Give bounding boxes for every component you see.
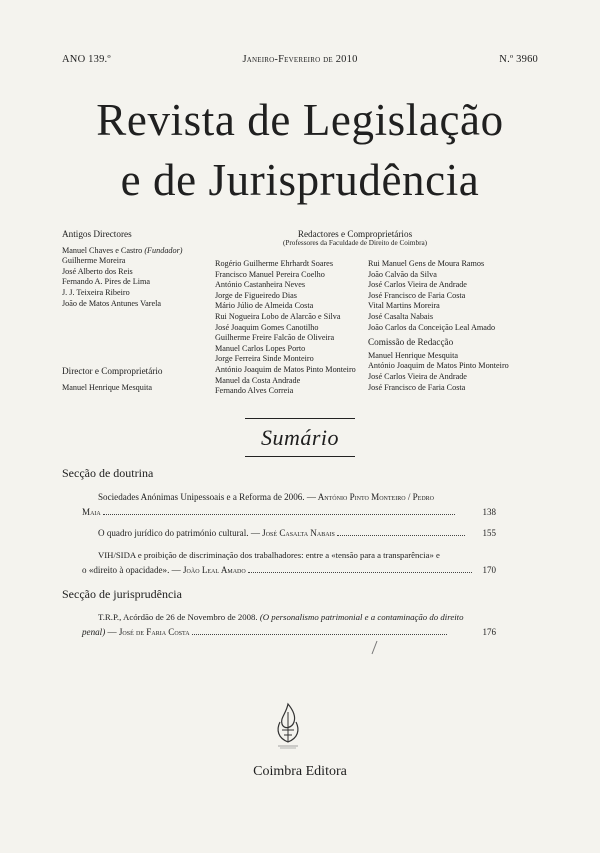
toc-entry-subtitle: (O personalismo patrimonial e a contaminação do direito (259, 612, 464, 622)
leader-dots (192, 633, 447, 635)
editor-name: José Joaquim Gomes Canotilho (215, 322, 319, 332)
toc-entry-author: — João Leal Amado (171, 565, 246, 575)
founder-note: (Fundador) (144, 245, 183, 255)
editor-name: António Castanheira Neves (215, 280, 306, 290)
section-doctrine-heading: Secção de doutrina (62, 466, 154, 480)
editors-heading: Redactores e Comproprietários (297, 229, 413, 239)
toc-entry-title: Sociedades Anónimas Unipessoais e a Reforma de 2006. (98, 492, 305, 502)
editorial-board-heading: Comissão de Redacção (368, 337, 454, 348)
toc-entry-page: 170 (482, 565, 496, 575)
leader-dots (103, 513, 455, 515)
board-member-name: Manuel Henrique Mesquita (368, 350, 459, 360)
summary-rule-top (245, 418, 355, 419)
former-directors (62, 229, 183, 309)
editor-name: Manuel Carlos Lopes Porto (215, 343, 306, 353)
issue-number: N.º 3960 (499, 54, 538, 65)
editor-name: Mário Júlio de Almeida Costa (215, 301, 314, 311)
former-directors-heading: Antigos Directores (62, 229, 132, 239)
editor-name: José Francisco de Faria Costa (368, 290, 466, 300)
toc-entry-page: 155 (482, 528, 496, 538)
board-member-name: José Carlos Vieira de Andrade (368, 371, 467, 381)
journal-title-line2: e de Jurisprudência (120, 155, 480, 205)
publisher-emblem-icon (268, 700, 308, 756)
toc-entry[interactable] (82, 610, 496, 640)
volume-label: ANO 139.º (62, 54, 111, 65)
editor-name: João Carlos da Conceição Leal Amado (368, 322, 496, 332)
editor-name: Rui Manuel Gens de Moura Ramos (368, 259, 485, 268)
former-director-name: João de Matos Antunes Varela (62, 298, 161, 308)
editors-column-2 (368, 259, 509, 393)
toc-entry-author: — José de Faria Costa (107, 627, 190, 637)
toc-entry-title: O quadro jurídico do património cultural. (98, 528, 249, 538)
former-director-name: Manuel Chaves e Castro (Fundador) (62, 245, 183, 255)
editors-column-1 (215, 259, 356, 397)
toc-entry[interactable] (82, 548, 496, 578)
editor-name: Jorge de Figueiredo Dias (215, 290, 297, 300)
toc-entry[interactable] (82, 490, 496, 520)
toc-entry-author-cont: Maia (82, 507, 101, 517)
toc-entry[interactable] (98, 526, 496, 541)
board-member-name: José Francisco de Faria Costa (368, 382, 466, 392)
journal-title-line1: Revista de Legislação (96, 95, 504, 145)
editor-name: Guilherme Freire Falcão de Oliveira (215, 333, 335, 343)
editor-name: António Joaquim de Matos Pinto Monteiro (215, 364, 356, 374)
director-name: Manuel Henrique Mesquita (62, 382, 153, 392)
toc-entry-title: T.R.P., Acórdão de 26 de Novembro de 2008. (98, 612, 258, 622)
toc-entry-author: — António Pinto Monteiro / Pedro (306, 492, 435, 502)
former-director-name: J. J. Teixeira Ribeiro (62, 287, 130, 297)
editor-name: Rogério Guilherme Ehrhardt Soares (215, 259, 334, 268)
editors-header (270, 229, 440, 253)
publisher-name: Coimbra Editora (253, 764, 347, 779)
toc-entry-title-cont: o «direito à opacidade». (82, 565, 170, 575)
director-block (62, 366, 163, 393)
board-member-name: António Joaquim de Matos Pinto Monteiro (368, 361, 509, 371)
editor-name: Rui Nogueira Lobo de Alarcão e Silva (215, 311, 341, 321)
editor-name: José Casalta Nabais (368, 311, 434, 321)
summary-title: Sumário (260, 425, 340, 450)
toc-entry-page: 176 (482, 627, 496, 637)
section-jurisprudence-heading: Secção de jurisprudência (62, 587, 182, 601)
former-director-name: José Alberto dos Reis (62, 266, 133, 276)
editor-name: Manuel da Costa Andrade (215, 375, 301, 385)
former-director-name: Fernando A. Pires de Lima (62, 277, 150, 287)
leader-dots (337, 534, 465, 536)
director-heading: Director e Comproprietário (62, 366, 163, 376)
pencil-mark-icon (368, 640, 380, 656)
editor-name: Fernando Alves Correia (215, 386, 294, 396)
editor-name: João Calvão da Silva (368, 269, 437, 279)
editor-name: Jorge Ferreira Sinde Monteiro (215, 354, 314, 364)
toc-entry-title: VIH/SIDA e proibição de discriminação dos trabalhadores: entre a «tensão para a transparência» e (98, 550, 440, 560)
editor-name: Vital Martins Moreira (368, 301, 440, 311)
former-director-name: Guilherme Moreira (62, 256, 126, 266)
toc-entry-page: 138 (482, 507, 496, 517)
summary-rule-bottom (245, 456, 355, 457)
toc-entry-subtitle-cont: penal) (82, 627, 106, 637)
leader-dots (248, 571, 472, 573)
toc-entry-author: — José Casalta Nabais (250, 528, 335, 538)
editor-name: Francisco Manuel Pereira Coelho (215, 269, 325, 279)
editors-subheading: (Professores da Faculdade de Direito de Coimbra) (282, 239, 428, 247)
editor-name: José Carlos Vieira de Andrade (368, 280, 467, 290)
issue-date: Janeiro-Fevereiro de 2010 (242, 54, 358, 65)
